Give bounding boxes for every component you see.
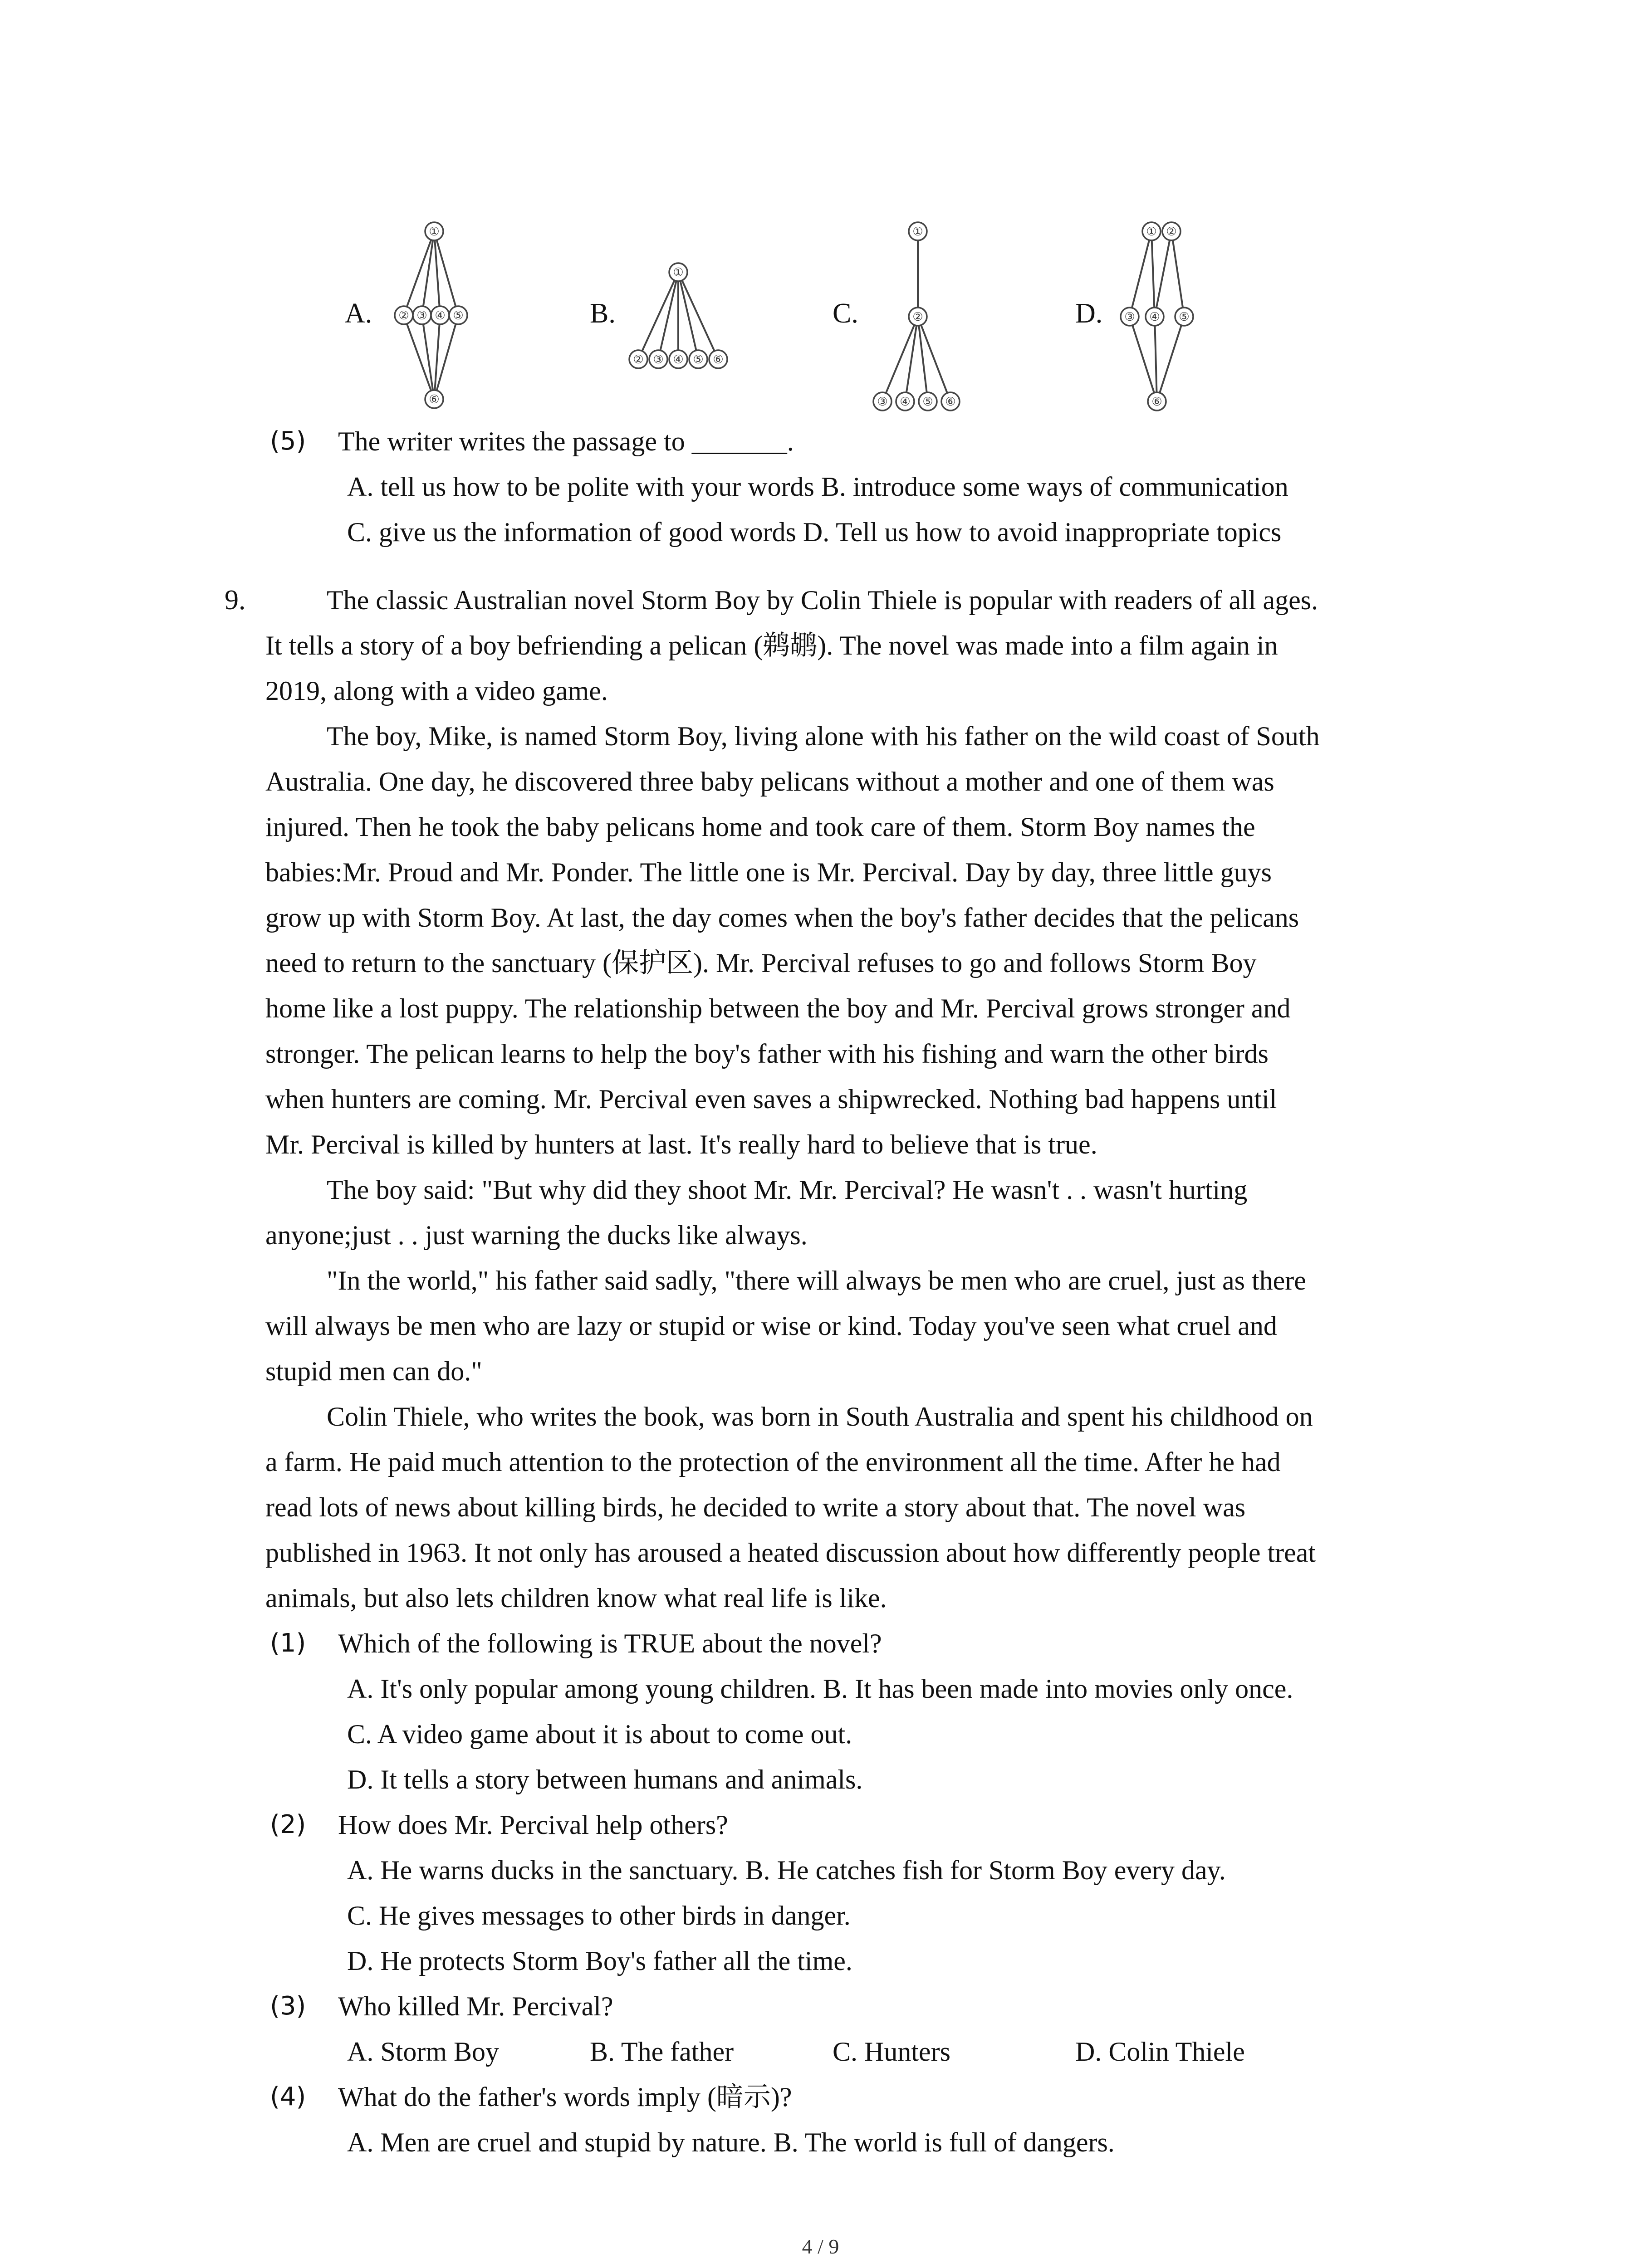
node-4 <box>431 306 449 324</box>
passage-line: Australia. One day, he discovered three baby pelicans without a mother and one of them was <box>265 767 1274 797</box>
passage-line: published in 1963. It not only has aroused a heated discussion about how differently people treat <box>265 1538 1316 1568</box>
q9-3-option-c: C. Hunters <box>833 2037 950 2067</box>
svg-text:④: ④ <box>673 353 684 367</box>
svg-text:③: ③ <box>653 353 664 367</box>
svg-text:④: ④ <box>435 309 446 323</box>
svg-text:⑤: ⑤ <box>1179 310 1190 324</box>
node-4 <box>896 392 914 411</box>
q8-5-number: (5) <box>270 426 306 456</box>
q9-2-number: (2) <box>270 1810 306 1839</box>
passage-line: Colin Thiele, who writes the book, was born in South Australia and spent his childhood on <box>327 1402 1313 1432</box>
svg-text:⑥: ⑥ <box>713 353 724 367</box>
q9-1-number: (1) <box>270 1628 306 1658</box>
q9-4-option: A. Men are cruel and stupid by nature. B. The world is full of dangers. <box>347 2127 1115 2157</box>
passage-line: need to return to the sanctuary (保护区). Mr. Percival refuses to go and follows Storm Boy <box>265 948 1257 978</box>
diagram-option-a <box>386 218 485 417</box>
q9-1-stem: Which of the following is TRUE about the novel? <box>338 1628 882 1658</box>
q8-5-options-row1: A. tell us how to be polite with your words B. introduce some ways of communication <box>347 472 1288 502</box>
svg-text:⑥: ⑥ <box>1151 395 1162 409</box>
diagram-option-d <box>1112 218 1211 417</box>
q9-4-number: (4) <box>270 2082 306 2112</box>
node-4 <box>669 350 687 368</box>
q9-2-option: C. He gives messages to other birds in danger. <box>347 1901 851 1931</box>
node-5 <box>689 350 707 368</box>
node-2 <box>629 350 647 368</box>
svg-text:⑤: ⑤ <box>922 395 933 409</box>
q8-5-stem: The writer writes the passage to _______. <box>338 426 794 456</box>
q9-4-stem: What do the father's words imply (暗示)? <box>338 2082 792 2112</box>
passage-line: when hunters are coming. Mr. Percival even saves a shipwrecked. Nothing bad happens until <box>265 1084 1277 1114</box>
svg-text:③: ③ <box>416 309 427 323</box>
passage-line: anyone;just . . just warning the ducks like always. <box>265 1220 808 1250</box>
node-1 <box>909 222 927 240</box>
node-5 <box>449 306 467 324</box>
svg-text:④: ④ <box>1149 310 1160 324</box>
node-3 <box>873 392 892 411</box>
node-4 <box>1146 308 1164 326</box>
passage-line: grow up with Storm Boy. At last, the day comes when the boy's father decides that the pelicans <box>265 903 1299 933</box>
diagram-option-b <box>626 259 730 376</box>
passage-line: The boy said: "But why did they shoot Mr. Mr. Percival? He wasn't . . wasn't hurting <box>327 1175 1248 1205</box>
q9-2-option: D. He protects Storm Boy's father all the time. <box>347 1946 852 1976</box>
node-2 <box>909 308 927 326</box>
passage-line: babies:Mr. Proud and Mr. Ponder. The little one is Mr. Percival. Day by day, three little guys <box>265 857 1272 887</box>
q8-5-options-row2: C. give us the information of good words D. Tell us how to avoid inappropriate topics <box>347 517 1282 547</box>
svg-text:⑤: ⑤ <box>693 353 704 367</box>
passage-line: The boy, Mike, is named Storm Boy, living alone with his father on the wild coast of South <box>327 721 1320 751</box>
passage-line: read lots of news about killing birds, he decided to write a story about that. The novel was <box>265 1492 1246 1522</box>
q9-3-option-d: D. Colin Thiele <box>1075 2037 1245 2067</box>
passage-line: home like a lost puppy. The relationship between the boy and Mr. Percival grows stronger and <box>265 993 1291 1023</box>
diagram-option-label-a: A. <box>345 298 372 329</box>
passage-line: "In the world," his father said sadly, "there will always be men who are cruel, just as there <box>327 1266 1306 1295</box>
node-2 <box>395 306 413 324</box>
svg-text:①: ① <box>429 225 440 239</box>
svg-text:④: ④ <box>900 395 911 409</box>
svg-text:⑥: ⑥ <box>945 395 956 409</box>
diagram-option-label-c: C. <box>833 298 858 329</box>
svg-text:①: ① <box>912 225 923 239</box>
svg-text:②: ② <box>633 353 644 367</box>
node-6 <box>1148 392 1166 411</box>
node-6 <box>941 392 960 411</box>
diagram-option-label-d: D. <box>1075 298 1103 329</box>
passage-line: animals, but also lets children know what real life is like. <box>265 1583 887 1613</box>
node-3 <box>1121 308 1139 326</box>
node-6 <box>425 390 443 408</box>
svg-text:①: ① <box>673 266 684 279</box>
q9-1-option: A. It's only popular among young children. B. It has been made into movies only once. <box>347 1674 1293 1704</box>
passage-line: The classic Australian novel Storm Boy by Colin Thiele is popular with readers of all ages. <box>327 585 1318 615</box>
node-5 <box>1175 308 1193 326</box>
svg-text:⑤: ⑤ <box>453 309 464 323</box>
svg-text:①: ① <box>1146 225 1157 239</box>
node-2 <box>1162 222 1181 240</box>
svg-text:②: ② <box>398 309 409 323</box>
q9-3-option-a: A. Storm Boy <box>347 2037 500 2067</box>
q9-2-option: A. He warns ducks in the sanctuary. B. He catches fish for Storm Boy every day. <box>347 1855 1226 1885</box>
node-5 <box>919 392 937 411</box>
q9-3-option-b: B. The father <box>590 2037 734 2067</box>
page-number: 4 / 9 <box>802 2235 839 2258</box>
diagram-option-label-b: B. <box>590 298 616 329</box>
q9-3-stem: Who killed Mr. Percival? <box>338 1991 613 2021</box>
svg-text:②: ② <box>1166 225 1177 239</box>
q9-2-stem: How does Mr. Percival help others? <box>338 1810 728 1840</box>
q9-1-option: D. It tells a story between humans and animals. <box>347 1765 863 1794</box>
passage-line: It tells a story of a boy befriending a pelican (鹈鹕). The novel was made into a film again in <box>265 631 1278 660</box>
svg-text:③: ③ <box>1124 310 1135 324</box>
passage-line: stupid men can do." <box>265 1356 482 1386</box>
svg-text:②: ② <box>912 310 923 324</box>
passage-line: injured. Then he took the baby pelicans home and took care of them. Storm Boy names the <box>265 812 1255 842</box>
passage-line: stronger. The pelican learns to help the boy's father with his fishing and warn the other birds <box>265 1039 1269 1069</box>
diagram-option-c <box>867 218 971 417</box>
node-1 <box>1142 222 1161 240</box>
passage-line: Mr. Percival is killed by hunters at last. It's really hard to believe that is true. <box>265 1129 1097 1159</box>
svg-text:③: ③ <box>877 395 888 409</box>
q9-number: 9. <box>225 585 246 616</box>
passage-line: a farm. He paid much attention to the protection of the environment all the time. After he had <box>265 1447 1281 1477</box>
q9-1-option: C. A video game about it is about to come out. <box>347 1719 852 1749</box>
node-3 <box>649 350 667 368</box>
svg-text:⑥: ⑥ <box>429 393 440 406</box>
q9-3-number: (3) <box>270 1991 306 2021</box>
passage-line: will always be men who are lazy or stupid or wise or kind. Today you've seen what cruel and <box>265 1311 1277 1341</box>
passage-line: 2019, along with a video game. <box>265 676 608 706</box>
node-1 <box>425 222 443 240</box>
node-1 <box>669 263 687 281</box>
node-3 <box>413 306 431 324</box>
node-6 <box>709 350 727 368</box>
